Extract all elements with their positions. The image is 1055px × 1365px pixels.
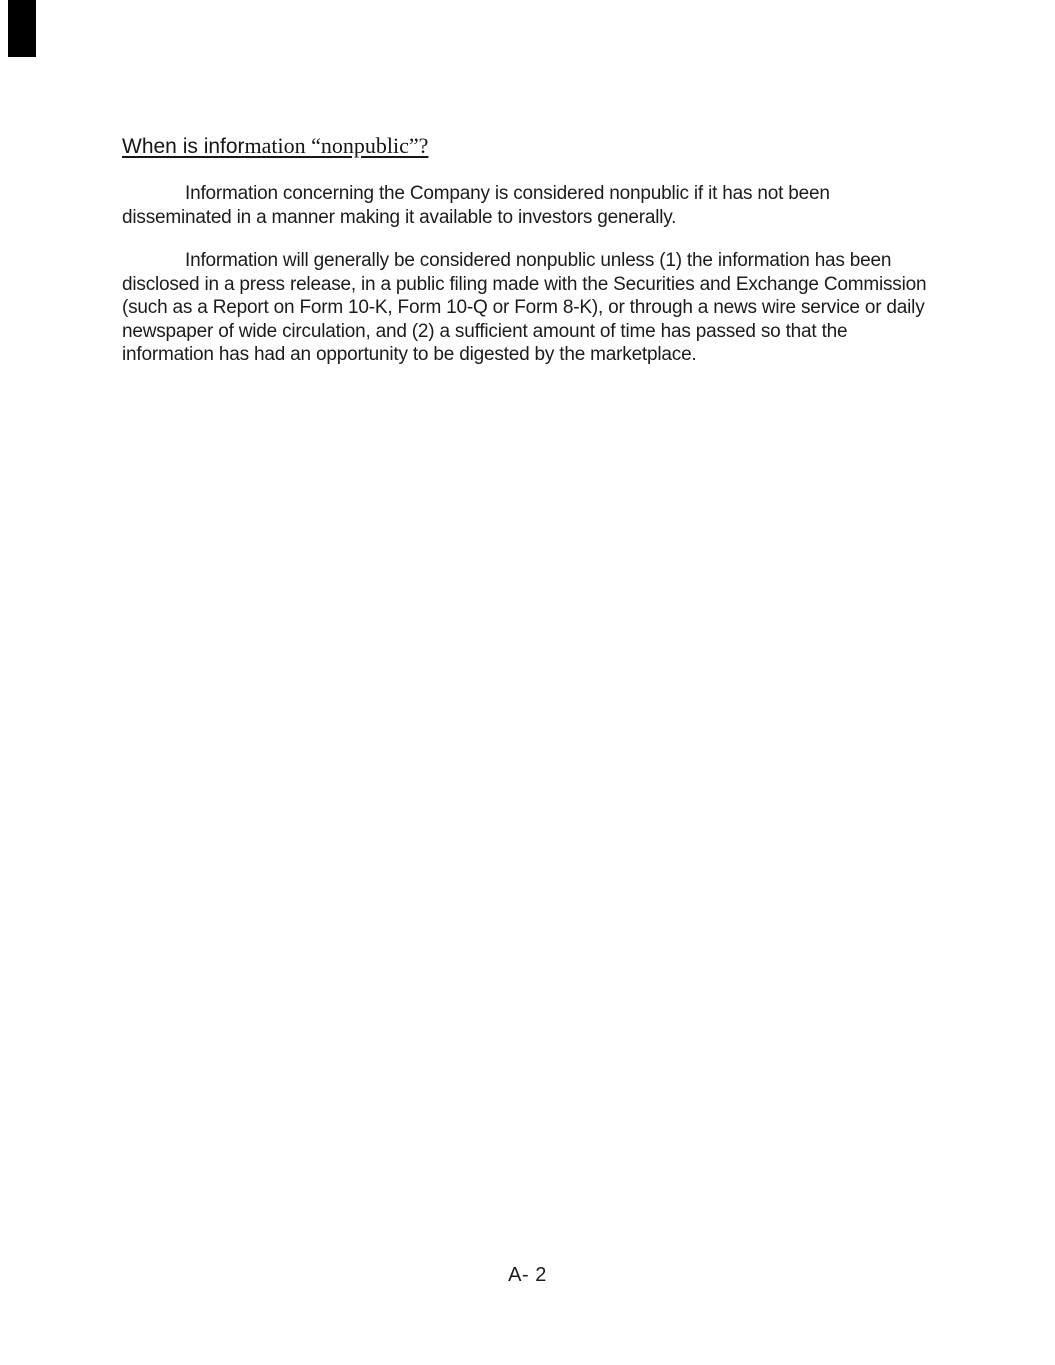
paragraph-2 [122, 249, 952, 367]
section-heading-sans-part: When is infor [122, 135, 245, 158]
paragraph-1-line-1: Information concerning the Company is considered nonpublic if it has not been [185, 183, 830, 204]
paragraph-1 [122, 182, 952, 229]
page-number: A- 2 [508, 1264, 547, 1286]
paragraph-1-line-2: disseminated in a manner making it available to investors generally. [122, 206, 677, 228]
paragraph-2-line-5: information has had an opportunity to be digested by the marketplace. [122, 344, 697, 365]
paragraph-2-line-1: Information will generally be considered nonpublic unless (1) the information has been [185, 250, 892, 271]
paragraph-2-line-2: disclosed in a press release, in a public filing made with the Securities and Exchange Commission [122, 273, 927, 295]
section-heading-serif-part: mation “nonpublic”? [244, 133, 429, 158]
section-heading [122, 134, 428, 159]
scan-artifact-mark [8, 0, 36, 57]
paragraph-2-line-3: (such as a Report on Form 10-K, Form 10-Q or Form 8-K), or through a news wire service or daily [122, 297, 925, 318]
paragraph-2-line-4: newspaper of wide circulation, and (2) a sufficient amount of time has passed so that the [122, 320, 848, 342]
